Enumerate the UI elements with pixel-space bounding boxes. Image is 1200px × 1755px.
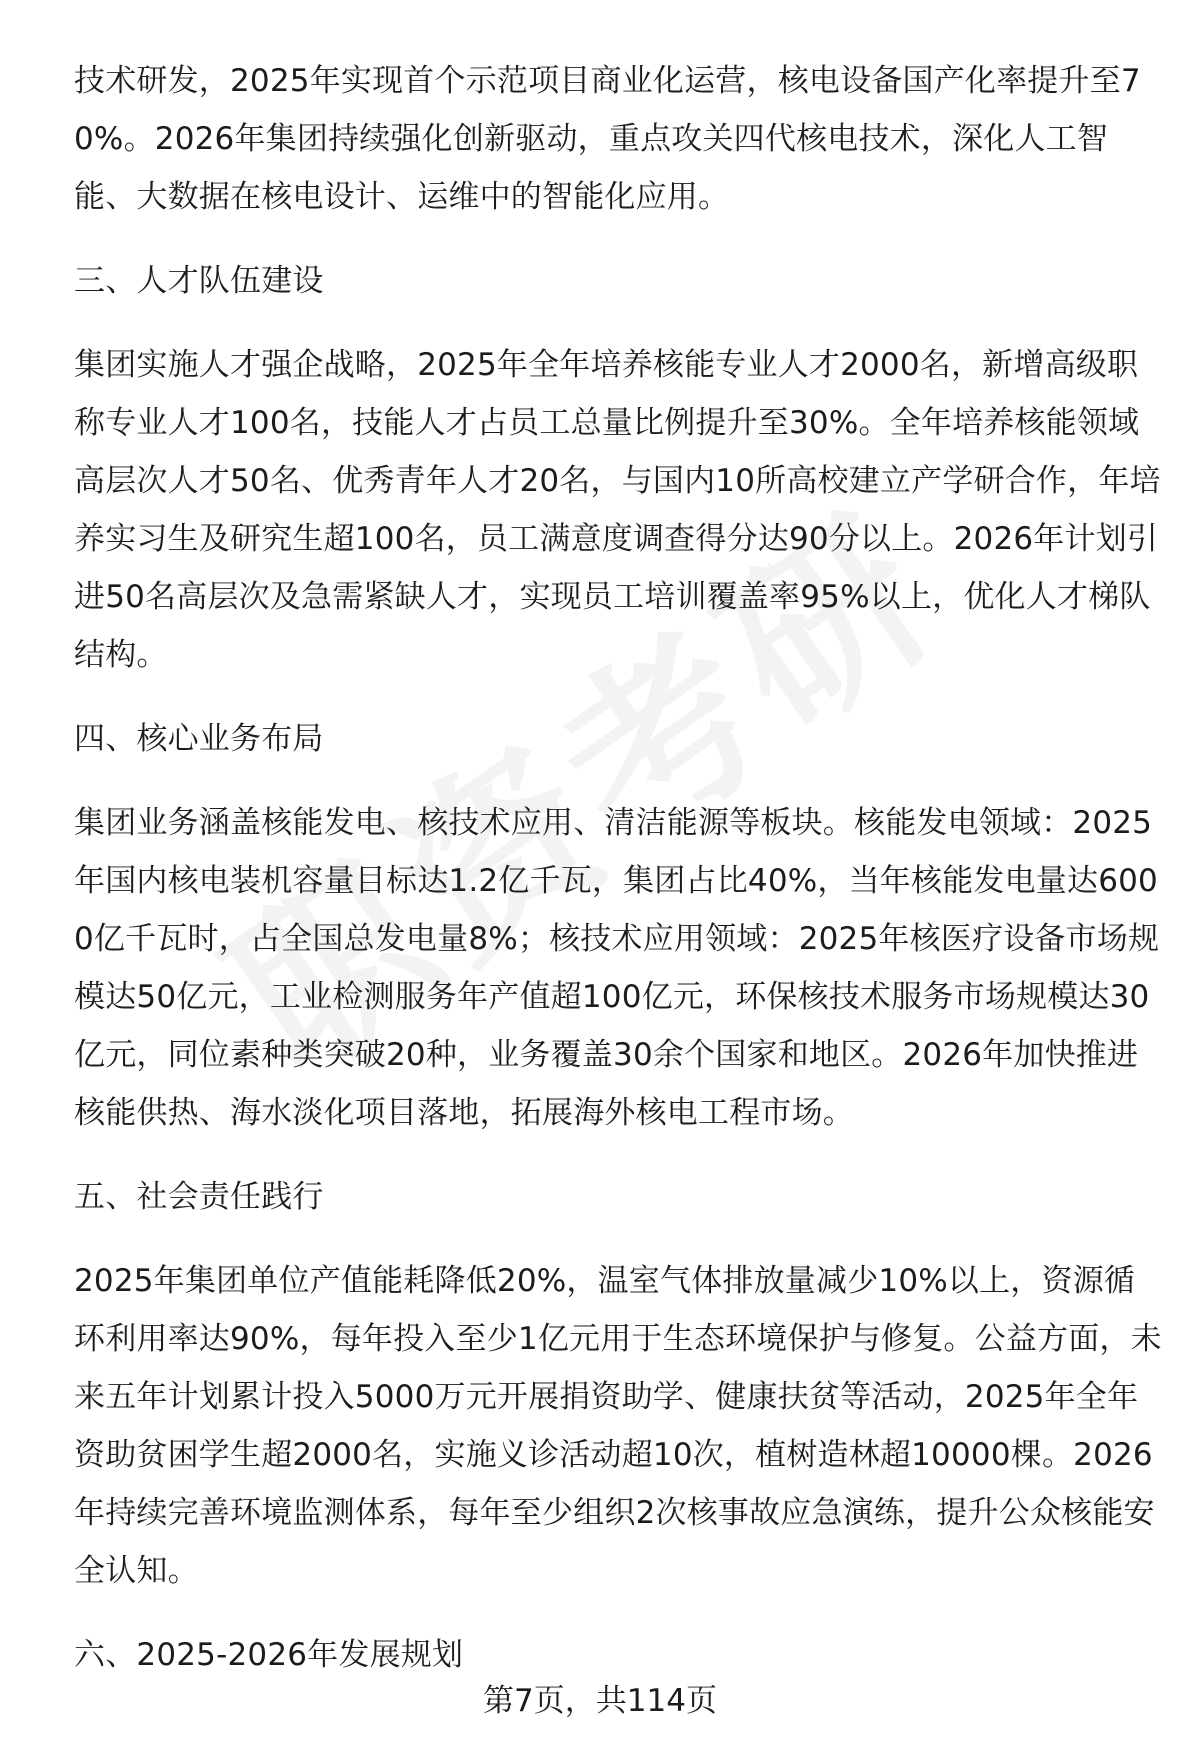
section-heading-social: 五、社会责任践行 <box>74 1179 324 1215</box>
section-heading-plan: 六、2025-2026年发展规划 <box>74 1637 464 1673</box>
page-number: 第7页，共114页 <box>483 1683 717 1719</box>
section-heading-business: 四、核心业务布局 <box>74 721 324 757</box>
paragraph-tech-rd: 技术研发，2025年实现首个示范项目商业化运营，核电设备国产化率提升至70%。2026年集团持续强化创新驱动，重点攻关四代核电技术，深化人工智能、大数据在核电设计、运维中的智能化应用。 <box>74 63 1141 215</box>
paragraph-business: 集团业务涵盖核能发电、核技术应用、清洁能源等板块。核能发电领域：2025年国内核电装机容量目标达1.2亿千瓦，集团占比40%，当年核能发电量达6000亿千瓦时，占全国总发电量8%；核技术应用领域：2025年核医疗设备市场规模达50亿元，工业检测服务年产值超100亿元，环保核技术服务市场规模达30亿元，同位素种类突破20种，业务覆盖30余个国家和地区。2026年加快推进核能供热、海水淡化项目落地，拓展海外核电工程市场。 <box>74 805 1160 1131</box>
document-body <box>74 52 1164 1710</box>
section-heading-talent: 三、人才队伍建设 <box>74 263 324 299</box>
paragraph-social: 2025年集团单位产值能耗降低20%，温室气体排放量减少10%以上，资源循环利用率达90%，每年投入至少1亿元用于生态环境保护与修复。公益方面，未来五年计划累计投入5000万元开展捐资助学、健康扶贫等活动，2025年全年资助贫困学生超2000名，实施义诊活动超10次，植树造林超10000棵。2026年持续完善环境监测体系，每年至少组织2次核事故应急演练，提升公众核能安全认知。 <box>74 1263 1162 1589</box>
paragraph-talent: 集团实施人才强企战略，2025年全年培养核能专业人才2000名，新增高级职称专业人才100名，技能人才占员工总量比例提升至30%。全年培养核能领域高层次人才50名、优秀青年人才20名，与国内10所高校建立产学研合作，年培养实习生及研究生超100名，员工满意度调查得分达90分以上。2026年计划引进50名高层次及急需紧缺人才，实现员工培训覆盖率95%以上，优化人才梯队结构。 <box>74 347 1161 673</box>
